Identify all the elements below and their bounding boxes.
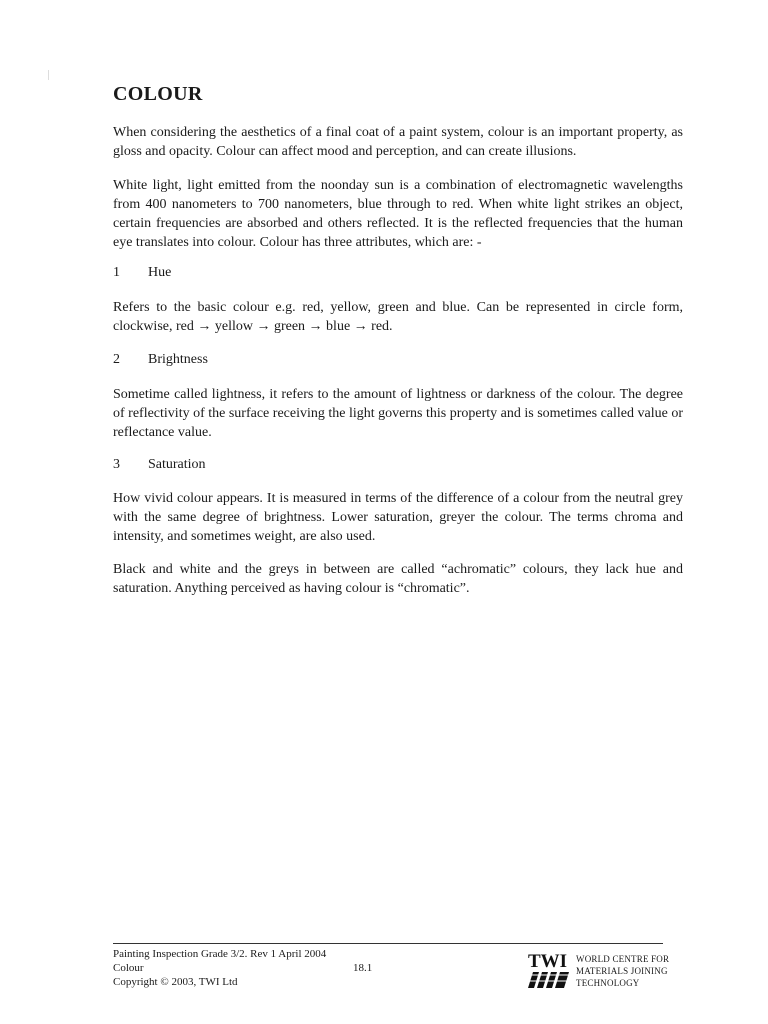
attribute-name: Saturation [148, 457, 206, 472]
logo-caption [576, 953, 669, 989]
attribute-heading-hue [113, 263, 171, 282]
logo-caption-line: MATERIALS JOINING [576, 966, 668, 976]
attribute-heading-brightness [113, 350, 208, 369]
footer-info [113, 947, 326, 989]
attribute-heading-saturation [113, 455, 206, 474]
logo-caption-line: WORLD CENTRE FOR [576, 954, 670, 964]
attribute-number: 2 [113, 352, 120, 367]
attribute-description-hue: Refers to the basic colour e.g. red, yellow, green and blue. Can be represented in circle form, clockwise, red → yellow → green → blue → red. [113, 300, 683, 334]
attribute-description-saturation: How vivid colour appears. It is measured in terms of the difference of a colour from the neutral grey with the same degree of brightness. Lower saturation, greyer the colour. The terms chroma and intensity, and sometimes weight, are also used. [113, 491, 683, 544]
intro-paragraph: When considering the aesthetics of a final coat of a paint system, colour is an important property, as gloss and opacity. Colour can affect mood and perception, and can create illusions. [113, 125, 683, 159]
scan-artifact [48, 70, 49, 80]
page-title: COLOUR [113, 83, 203, 105]
footer-section-name: Colour [113, 962, 144, 974]
attribute-name: Brightness [148, 352, 208, 367]
footer-course-line: Painting Inspection Grade 3/2. Rev 1 April 2004 [113, 948, 327, 960]
svg-text:TWI: TWI [528, 951, 568, 972]
logo-caption-line: TECHNOLOGY [576, 978, 640, 988]
page-number: 18.1 [353, 962, 373, 974]
footer-divider [113, 943, 663, 944]
white-light-paragraph: White light, light emitted from the noonday sun is a combination of electromagnetic wavelengths from 400 nanometers to 700 nanometers, blue through to red. When white light strikes an object, certain frequencies are absorbed and others reflected. It is the reflected frequencies that the human eye translates into colour. Colour has three attributes, which are: - [113, 178, 683, 250]
attribute-name: Hue [148, 265, 172, 280]
closing-paragraph: Black and white and the greys in between are called “achromatic” colours, they lack hue and saturation. Anything perceived as having colour is “chromatic”. [113, 562, 683, 596]
attribute-description-brightness: Sometime called lightness, it refers to the amount of lightness or darkness of the colour. The degree of reflectivity of the surface receiving the light governs this property and is sometimes called value or reflectance value. [113, 387, 683, 440]
footer-copyright: Copyright © 2003, TWI Ltd [113, 976, 238, 988]
attribute-number: 3 [113, 457, 120, 472]
twi-logo-icon [527, 951, 573, 991]
attribute-number: 1 [113, 265, 120, 280]
